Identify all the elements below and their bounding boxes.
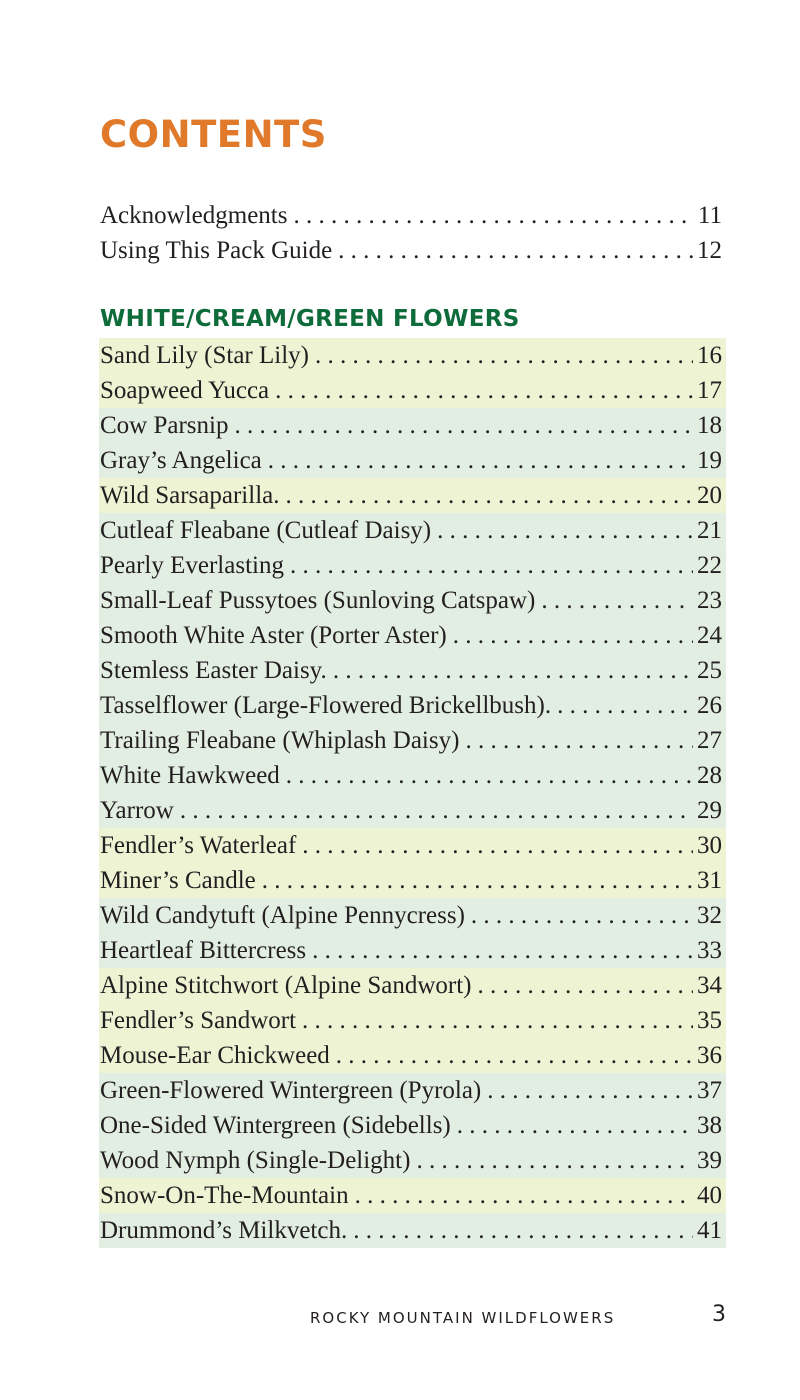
toc-entry-page: 12 bbox=[697, 237, 722, 264]
dot-leader bbox=[431, 513, 693, 548]
page-number: 3 bbox=[712, 1302, 726, 1327]
toc-entry-label: Stemless Easter Daisy. bbox=[100, 657, 327, 684]
dot-leader bbox=[306, 933, 693, 968]
toc-entry-page: 28 bbox=[697, 762, 722, 789]
dot-leader bbox=[309, 338, 693, 373]
toc-entry-page: 41 bbox=[697, 1217, 722, 1244]
toc-entry-label: Fendler’s Waterleaf bbox=[100, 832, 297, 859]
toc-entry bbox=[99, 863, 726, 898]
toc-entry-page: 35 bbox=[697, 1007, 722, 1034]
toc-entry bbox=[99, 1108, 726, 1143]
toc-entry bbox=[99, 408, 726, 443]
toc-entry bbox=[99, 898, 726, 933]
toc-entry-page: 23 bbox=[697, 587, 722, 614]
toc-entry-label: Yarrow bbox=[100, 797, 174, 824]
toc-entry-page: 31 bbox=[697, 867, 722, 894]
toc-entry-label: Wild Candytuft (Alpine Pennycress) bbox=[100, 902, 465, 929]
toc-entry bbox=[99, 1038, 726, 1073]
toc-entry-page: 16 bbox=[697, 342, 722, 369]
toc-entry-label: Tasselflower (Large-Flowered Brickellbush). bbox=[100, 692, 552, 719]
dot-leader bbox=[287, 198, 693, 233]
toc-entry bbox=[99, 1213, 726, 1248]
dot-leader bbox=[330, 1038, 693, 1073]
toc-entry-label: Small-Leaf Pussytoes (Sunloving Catspaw) bbox=[100, 587, 536, 614]
contents-title: CONTENTS bbox=[100, 113, 327, 156]
toc-entry-label: Snow-On-The-Mountain bbox=[100, 1182, 349, 1209]
toc-entry-page: 30 bbox=[697, 832, 722, 859]
toc-entry bbox=[99, 653, 726, 688]
toc-entry-page: 20 bbox=[697, 482, 722, 509]
dot-leader bbox=[280, 758, 693, 793]
toc-entry bbox=[99, 583, 726, 618]
toc-entry-label: Heartleaf Bittercress bbox=[100, 937, 307, 964]
toc-entry-label: Gray’s Angelica bbox=[100, 447, 262, 474]
toc-entry bbox=[99, 1143, 726, 1178]
dot-leader bbox=[551, 688, 693, 723]
dot-leader bbox=[465, 898, 693, 933]
dot-leader bbox=[349, 1178, 693, 1213]
toc-entry-label: Pearly Everlasting bbox=[100, 552, 284, 579]
toc-entry-label: Cutleaf Fleabane (Cutleaf Daisy) bbox=[100, 517, 432, 544]
toc-entry bbox=[99, 758, 726, 793]
toc-entry-page: 29 bbox=[697, 797, 722, 824]
toc-entry bbox=[99, 1073, 726, 1108]
toc-entry bbox=[99, 513, 726, 548]
dot-leader bbox=[280, 478, 694, 513]
toc-entry bbox=[99, 478, 726, 513]
toc-entry-page: 37 bbox=[697, 1077, 722, 1104]
toc-entry-label: White Hawkweed bbox=[100, 762, 280, 789]
section-entry-list bbox=[99, 338, 726, 1248]
toc-entry bbox=[99, 793, 726, 828]
toc-entry-page: 21 bbox=[697, 517, 722, 544]
toc-entry-page: 19 bbox=[697, 447, 722, 474]
section-heading: WHITE/CREAM/GREEN FLOWERS bbox=[100, 306, 520, 332]
toc-entry bbox=[99, 828, 726, 863]
dot-leader bbox=[410, 1143, 693, 1178]
toc-entry-label: Using This Pack Guide bbox=[100, 237, 333, 264]
toc-entry-label: Drummond’s Milkvetch. bbox=[100, 1217, 348, 1244]
toc-entry bbox=[99, 618, 726, 653]
toc-entry-page: 26 bbox=[697, 692, 722, 719]
dot-leader bbox=[471, 968, 693, 1003]
toc-entry-label: Trailing Fleabane (Whiplash Daisy) bbox=[100, 727, 460, 754]
dot-leader bbox=[347, 1213, 693, 1248]
dot-leader bbox=[284, 548, 693, 583]
toc-entry-page: 11 bbox=[697, 202, 722, 229]
dot-leader bbox=[256, 863, 693, 898]
toc-entry-page: 40 bbox=[697, 1182, 722, 1209]
running-footer-title: ROCKY MOUNTAIN WILDFLOWERS bbox=[310, 1309, 616, 1327]
toc-entry-page: 32 bbox=[697, 902, 722, 929]
dot-leader bbox=[481, 1073, 693, 1108]
toc-entry-label: Fendler’s Sandwort bbox=[100, 1007, 297, 1034]
toc-entry-label: Alpine Stitchwort (Alpine Sandwort) bbox=[100, 972, 472, 999]
front-matter-list bbox=[99, 198, 726, 268]
dot-leader bbox=[447, 618, 693, 653]
toc-entry-page: 34 bbox=[697, 972, 722, 999]
toc-entry-page: 27 bbox=[697, 727, 722, 754]
toc-entry-label: Sand Lily (Star Lily) bbox=[100, 342, 309, 369]
toc-entry-label: Cow Parsnip bbox=[100, 412, 229, 439]
dot-leader bbox=[228, 408, 693, 443]
toc-entry-label: Miner’s Candle bbox=[100, 867, 256, 894]
toc-entry-acknowledgments bbox=[99, 198, 726, 233]
toc-entry bbox=[99, 443, 726, 478]
dot-leader bbox=[535, 583, 693, 618]
toc-entry-label: Wood Nymph (Single-Delight) bbox=[100, 1147, 411, 1174]
toc-entry-label: Green-Flowered Wintergreen (Pyrola) bbox=[100, 1077, 482, 1104]
dot-leader bbox=[459, 723, 693, 758]
toc-entry-page: 24 bbox=[697, 622, 722, 649]
dot-leader bbox=[296, 828, 693, 863]
toc-entry-page: 38 bbox=[697, 1112, 722, 1139]
toc-entry-page: 17 bbox=[697, 377, 722, 404]
toc-entry bbox=[99, 1003, 726, 1038]
toc-entry-label: Wild Sarsaparilla. bbox=[100, 482, 280, 509]
dot-leader bbox=[269, 373, 693, 408]
dot-leader bbox=[262, 443, 693, 478]
toc-entry bbox=[99, 933, 726, 968]
toc-entry-page: 18 bbox=[697, 412, 722, 439]
toc-entry-using-this-guide bbox=[99, 233, 726, 268]
dot-leader bbox=[451, 1108, 693, 1143]
toc-entry bbox=[99, 968, 726, 1003]
dot-leader bbox=[332, 233, 693, 268]
dot-leader bbox=[296, 1003, 693, 1038]
toc-entry-page: 39 bbox=[697, 1147, 722, 1174]
toc-entry bbox=[99, 688, 726, 723]
dot-leader bbox=[327, 653, 693, 688]
toc-entry bbox=[99, 338, 726, 373]
toc-entry-page: 33 bbox=[697, 937, 722, 964]
toc-entry-label: Acknowledgments bbox=[100, 202, 288, 229]
toc-entry bbox=[99, 1178, 726, 1213]
dot-leader bbox=[174, 793, 693, 828]
toc-entry-label: Mouse-Ear Chickweed bbox=[100, 1042, 330, 1069]
toc-entry-label: Smooth White Aster (Porter Aster) bbox=[100, 622, 447, 649]
toc-entry-label: Soapweed Yucca bbox=[100, 377, 270, 404]
toc-entry bbox=[99, 548, 726, 583]
toc-entry-label: One-Sided Wintergreen (Sidebells) bbox=[100, 1112, 451, 1139]
toc-entry bbox=[99, 373, 726, 408]
toc-entry bbox=[99, 723, 726, 758]
toc-entry-page: 36 bbox=[697, 1042, 722, 1069]
toc-entry-page: 25 bbox=[697, 657, 722, 684]
toc-entry-page: 22 bbox=[697, 552, 722, 579]
